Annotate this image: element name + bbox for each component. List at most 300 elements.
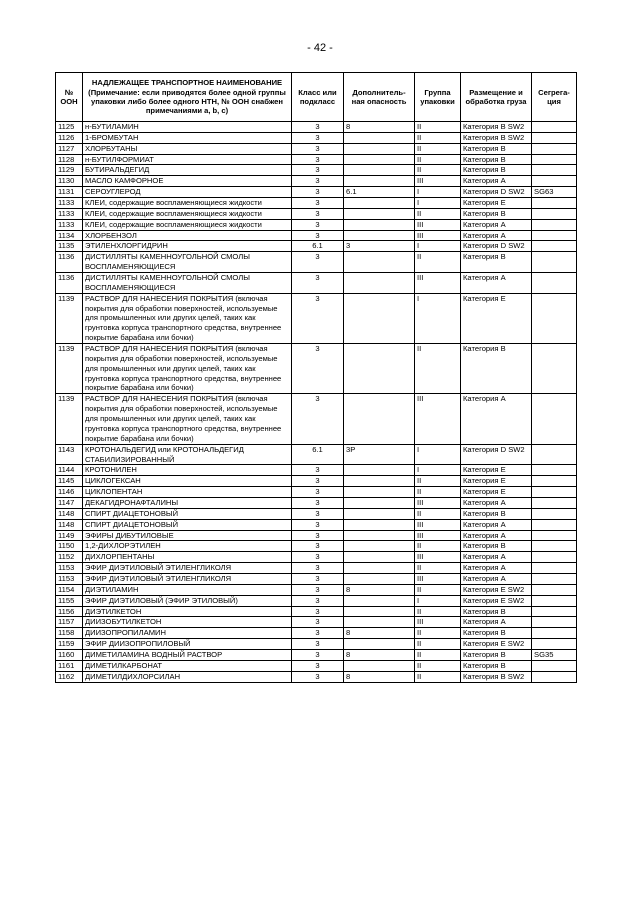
cell-stowage: Категория В bbox=[461, 344, 532, 394]
cell-subsidiary-risk bbox=[344, 293, 415, 343]
cell-subsidiary-risk bbox=[344, 198, 415, 209]
cell-segregation bbox=[532, 219, 577, 230]
cell-segregation bbox=[532, 241, 577, 252]
cell-segregation bbox=[532, 660, 577, 671]
cell-un-no: 1153 bbox=[56, 563, 83, 574]
cell-shipping-name: ХЛОРБЕНЗОЛ bbox=[83, 230, 292, 241]
cell-un-no: 1161 bbox=[56, 660, 83, 671]
cell-class: 3 bbox=[292, 671, 344, 682]
cell-segregation bbox=[532, 208, 577, 219]
table-row bbox=[56, 628, 577, 639]
cell-stowage: Категория А bbox=[461, 273, 532, 294]
cell-segregation bbox=[532, 639, 577, 650]
cell-shipping-name: 1-БРОМБУТАН bbox=[83, 132, 292, 143]
cell-stowage: Категория В SW2 bbox=[461, 122, 532, 133]
cell-segregation bbox=[532, 154, 577, 165]
cell-segregation bbox=[532, 394, 577, 444]
cell-class: 3 bbox=[292, 487, 344, 498]
cell-subsidiary-risk bbox=[344, 476, 415, 487]
cell-subsidiary-risk bbox=[344, 639, 415, 650]
cell-subsidiary-risk bbox=[344, 252, 415, 273]
cell-stowage: Категория В bbox=[461, 508, 532, 519]
cell-shipping-name: ЭФИР ДИИЗОПРОПИЛОВЫЙ bbox=[83, 639, 292, 650]
header-class: Класс или подкласс bbox=[292, 73, 344, 122]
cell-subsidiary-risk bbox=[344, 552, 415, 563]
cell-packing-group: II bbox=[415, 344, 461, 394]
cell-shipping-name: БУТИРАЛЬДЕГИД bbox=[83, 165, 292, 176]
cell-un-no: 1139 bbox=[56, 394, 83, 444]
cell-class: 3 bbox=[292, 143, 344, 154]
cell-un-no: 1160 bbox=[56, 649, 83, 660]
cell-class: 3 bbox=[292, 476, 344, 487]
cell-un-no: 1159 bbox=[56, 639, 83, 650]
cell-packing-group: II bbox=[415, 649, 461, 660]
cell-segregation bbox=[532, 584, 577, 595]
cell-stowage: Категория В bbox=[461, 165, 532, 176]
table-row bbox=[56, 187, 577, 198]
cell-shipping-name: СПИРТ ДИАЦЕТОНОВЫЙ bbox=[83, 519, 292, 530]
table-row bbox=[56, 444, 577, 465]
table-row bbox=[56, 394, 577, 444]
cell-un-no: 1153 bbox=[56, 573, 83, 584]
cell-subsidiary-risk bbox=[344, 273, 415, 294]
cell-stowage: Категория А bbox=[461, 563, 532, 574]
cell-packing-group: III bbox=[415, 552, 461, 563]
header-subsidiary-risk: Дополнитель-ная опасность bbox=[344, 73, 415, 122]
cell-un-no: 1158 bbox=[56, 628, 83, 639]
header-segregation: Сегрега-ция bbox=[532, 73, 577, 122]
cell-un-no: 1134 bbox=[56, 230, 83, 241]
cell-packing-group: I bbox=[415, 444, 461, 465]
cell-subsidiary-risk: 3P bbox=[344, 444, 415, 465]
table-row bbox=[56, 508, 577, 519]
header-stowage: Размещение и обработка груза bbox=[461, 73, 532, 122]
cell-segregation bbox=[532, 122, 577, 133]
cell-segregation bbox=[532, 671, 577, 682]
cell-class: 3 bbox=[292, 563, 344, 574]
cell-stowage: Категория А bbox=[461, 230, 532, 241]
cell-stowage: Категория А bbox=[461, 219, 532, 230]
cell-class: 3 bbox=[292, 293, 344, 343]
cell-shipping-name: РАСТВОР ДЛЯ НАНЕСЕНИЯ ПОКРЫТИЯ (включая покрытия для обработки поверхностей, используемые для промышленных или других целей, таких как грунтовка корпуса транспортного средства, внутреннее покрытие барабана или бочки) bbox=[83, 394, 292, 444]
cell-un-no: 1136 bbox=[56, 252, 83, 273]
cell-packing-group: II bbox=[415, 476, 461, 487]
cell-packing-group: II bbox=[415, 143, 461, 154]
cell-packing-group: III bbox=[415, 394, 461, 444]
cell-un-no: 1133 bbox=[56, 219, 83, 230]
cell-un-no: 1154 bbox=[56, 584, 83, 595]
cell-subsidiary-risk bbox=[344, 176, 415, 187]
cell-class: 3 bbox=[292, 541, 344, 552]
cell-class: 3 bbox=[292, 497, 344, 508]
cell-segregation bbox=[532, 165, 577, 176]
cell-segregation bbox=[532, 230, 577, 241]
cell-segregation bbox=[532, 132, 577, 143]
cell-segregation bbox=[532, 573, 577, 584]
cell-packing-group: II bbox=[415, 122, 461, 133]
cell-class: 3 bbox=[292, 132, 344, 143]
cell-shipping-name: РАСТВОР ДЛЯ НАНЕСЕНИЯ ПОКРЫТИЯ (включая покрытия для обработки поверхностей, используемые для промышленных или других целей, таких как грунтовка корпуса транспортного средства, внутреннее покрытие барабана или бочки) bbox=[83, 293, 292, 343]
cell-shipping-name: РАСТВОР ДЛЯ НАНЕСЕНИЯ ПОКРЫТИЯ (включая покрытия для обработки поверхностей, используемые для промышленных или других целей, таких как грунтовка корпуса транспортного средства, внутреннее покрытие барабана или бочки) bbox=[83, 344, 292, 394]
cell-un-no: 1150 bbox=[56, 541, 83, 552]
cell-segregation bbox=[532, 628, 577, 639]
cell-class: 3 bbox=[292, 165, 344, 176]
cell-un-no: 1139 bbox=[56, 344, 83, 394]
cell-subsidiary-risk bbox=[344, 219, 415, 230]
cell-packing-group: II bbox=[415, 132, 461, 143]
cell-segregation bbox=[532, 465, 577, 476]
cell-subsidiary-risk bbox=[344, 143, 415, 154]
cell-packing-group: III bbox=[415, 176, 461, 187]
cell-segregation bbox=[532, 176, 577, 187]
cell-stowage: Категория D SW2 bbox=[461, 187, 532, 198]
cell-un-no: 1156 bbox=[56, 606, 83, 617]
cell-stowage: Категория В bbox=[461, 143, 532, 154]
cell-packing-group: II bbox=[415, 628, 461, 639]
cell-shipping-name: н-БУТИЛФОРМИАТ bbox=[83, 154, 292, 165]
dangerous-goods-table bbox=[55, 72, 577, 683]
cell-packing-group: III bbox=[415, 230, 461, 241]
cell-subsidiary-risk bbox=[344, 132, 415, 143]
table-row bbox=[56, 584, 577, 595]
cell-shipping-name: ДИМЕТИЛАМИНА ВОДНЫЙ РАСТВОР bbox=[83, 649, 292, 660]
cell-class: 3 bbox=[292, 198, 344, 209]
cell-un-no: 1155 bbox=[56, 595, 83, 606]
table-row bbox=[56, 573, 577, 584]
cell-subsidiary-risk: 8 bbox=[344, 649, 415, 660]
cell-subsidiary-risk bbox=[344, 465, 415, 476]
cell-class: 3 bbox=[292, 154, 344, 165]
cell-class: 3 bbox=[292, 552, 344, 563]
cell-class: 3 bbox=[292, 344, 344, 394]
table-row bbox=[56, 208, 577, 219]
table-row bbox=[56, 132, 577, 143]
cell-stowage: Категория Е bbox=[461, 465, 532, 476]
cell-shipping-name: КЛЕИ, содержащие воспламеняющиеся жидкости bbox=[83, 198, 292, 209]
cell-shipping-name: ДИСТИЛЛЯТЫ КАМЕННОУГОЛЬНОЙ СМОЛЫ ВОСПЛАМЕНЯЮЩИЕСЯ bbox=[83, 252, 292, 273]
cell-packing-group: III bbox=[415, 219, 461, 230]
cell-un-no: 1126 bbox=[56, 132, 83, 143]
cell-packing-group: II bbox=[415, 563, 461, 574]
cell-shipping-name: н-БУТИЛАМИН bbox=[83, 122, 292, 133]
cell-shipping-name: ДИХЛОРПЕНТАНЫ bbox=[83, 552, 292, 563]
table-row bbox=[56, 465, 577, 476]
table-row bbox=[56, 639, 577, 650]
cell-subsidiary-risk bbox=[344, 563, 415, 574]
cell-subsidiary-risk: 8 bbox=[344, 122, 415, 133]
cell-subsidiary-risk bbox=[344, 617, 415, 628]
cell-packing-group: I bbox=[415, 187, 461, 198]
cell-un-no: 1129 bbox=[56, 165, 83, 176]
cell-stowage: Категория В bbox=[461, 660, 532, 671]
cell-subsidiary-risk bbox=[344, 595, 415, 606]
cell-shipping-name: КЛЕИ, содержащие воспламеняющиеся жидкости bbox=[83, 208, 292, 219]
table-row bbox=[56, 122, 577, 133]
cell-stowage: Категория Е bbox=[461, 198, 532, 209]
cell-packing-group: II bbox=[415, 639, 461, 650]
cell-stowage: Категория А bbox=[461, 617, 532, 628]
cell-class: 3 bbox=[292, 273, 344, 294]
cell-segregation bbox=[532, 530, 577, 541]
cell-un-no: 1157 bbox=[56, 617, 83, 628]
cell-segregation bbox=[532, 293, 577, 343]
cell-un-no: 1145 bbox=[56, 476, 83, 487]
cell-packing-group: III bbox=[415, 497, 461, 508]
cell-segregation bbox=[532, 487, 577, 498]
cell-packing-group: III bbox=[415, 617, 461, 628]
cell-packing-group: I bbox=[415, 595, 461, 606]
cell-packing-group: I bbox=[415, 198, 461, 209]
cell-stowage: Категория В bbox=[461, 628, 532, 639]
cell-shipping-name: 1,2-ДИХЛОРЭТИЛЕН bbox=[83, 541, 292, 552]
cell-class: 3 bbox=[292, 595, 344, 606]
cell-packing-group: III bbox=[415, 530, 461, 541]
table-row bbox=[56, 563, 577, 574]
cell-un-no: 1149 bbox=[56, 530, 83, 541]
cell-subsidiary-risk bbox=[344, 487, 415, 498]
cell-shipping-name: ЦИКЛОПЕНТАН bbox=[83, 487, 292, 498]
header-un-no: № ООН bbox=[56, 73, 83, 122]
cell-stowage: Категория Е bbox=[461, 487, 532, 498]
cell-segregation bbox=[532, 541, 577, 552]
table-row bbox=[56, 497, 577, 508]
cell-subsidiary-risk bbox=[344, 530, 415, 541]
cell-shipping-name: КЛЕИ, содержащие воспламеняющиеся жидкости bbox=[83, 219, 292, 230]
cell-shipping-name: ЦИКЛОГЕКСАН bbox=[83, 476, 292, 487]
cell-subsidiary-risk bbox=[344, 165, 415, 176]
cell-shipping-name: ДИМЕТИЛДИХЛОРСИЛАН bbox=[83, 671, 292, 682]
cell-shipping-name: ДИМЕТИЛКАРБОНАТ bbox=[83, 660, 292, 671]
cell-shipping-name: ДИСТИЛЛЯТЫ КАМЕННОУГОЛЬНОЙ СМОЛЫ ВОСПЛАМЕНЯЮЩИЕСЯ bbox=[83, 273, 292, 294]
cell-un-no: 1148 bbox=[56, 508, 83, 519]
table-row bbox=[56, 541, 577, 552]
cell-packing-group: II bbox=[415, 165, 461, 176]
cell-subsidiary-risk bbox=[344, 344, 415, 394]
cell-packing-group: I bbox=[415, 465, 461, 476]
cell-un-no: 1144 bbox=[56, 465, 83, 476]
table-row bbox=[56, 344, 577, 394]
cell-class: 3 bbox=[292, 508, 344, 519]
cell-stowage: Категория В bbox=[461, 208, 532, 219]
cell-subsidiary-risk bbox=[344, 606, 415, 617]
table-row bbox=[56, 476, 577, 487]
cell-class: 3 bbox=[292, 176, 344, 187]
cell-shipping-name: ЭФИР ДИЭТИЛОВЫЙ (ЭФИР ЭТИЛОВЫЙ) bbox=[83, 595, 292, 606]
table-row bbox=[56, 176, 577, 187]
cell-packing-group: I bbox=[415, 241, 461, 252]
cell-un-no: 1147 bbox=[56, 497, 83, 508]
table-row bbox=[56, 198, 577, 209]
table-row bbox=[56, 219, 577, 230]
table-row bbox=[56, 165, 577, 176]
cell-subsidiary-risk bbox=[344, 394, 415, 444]
cell-shipping-name: ДИЭТИЛАМИН bbox=[83, 584, 292, 595]
cell-shipping-name: ЭФИР ДИЭТИЛОВЫЙ ЭТИЛЕНГЛИКОЛЯ bbox=[83, 573, 292, 584]
cell-un-no: 1135 bbox=[56, 241, 83, 252]
cell-shipping-name: ДЕКАГИДРОНАФТАЛИНЫ bbox=[83, 497, 292, 508]
cell-stowage: Категория D SW2 bbox=[461, 241, 532, 252]
cell-shipping-name: КРОТОНАЛЬДЕГИД или КРОТОНАЛЬДЕГИД СТАБИЛИЗИРОВАННЫЙ bbox=[83, 444, 292, 465]
cell-class: 3 bbox=[292, 628, 344, 639]
cell-stowage: Категория А bbox=[461, 394, 532, 444]
cell-stowage: Категория А bbox=[461, 573, 532, 584]
cell-subsidiary-risk bbox=[344, 660, 415, 671]
cell-stowage: Категория А bbox=[461, 530, 532, 541]
cell-segregation bbox=[532, 252, 577, 273]
cell-un-no: 1152 bbox=[56, 552, 83, 563]
table-row bbox=[56, 230, 577, 241]
cell-un-no: 1139 bbox=[56, 293, 83, 343]
cell-shipping-name: ЭТИЛЕНХЛОРГИДРИН bbox=[83, 241, 292, 252]
cell-class: 3 bbox=[292, 573, 344, 584]
cell-segregation bbox=[532, 344, 577, 394]
table-row bbox=[56, 487, 577, 498]
cell-stowage: Категория А bbox=[461, 519, 532, 530]
cell-shipping-name: МАСЛО КАМФОРНОЕ bbox=[83, 176, 292, 187]
table-body bbox=[56, 122, 577, 683]
cell-un-no: 1127 bbox=[56, 143, 83, 154]
cell-shipping-name: ДИЭТИЛКЕТОН bbox=[83, 606, 292, 617]
cell-class: 3 bbox=[292, 187, 344, 198]
cell-packing-group: II bbox=[415, 208, 461, 219]
cell-class: 3 bbox=[292, 230, 344, 241]
cell-shipping-name: СПИРТ ДИАЦЕТОНОВЫЙ bbox=[83, 508, 292, 519]
cell-packing-group: II bbox=[415, 541, 461, 552]
cell-subsidiary-risk bbox=[344, 208, 415, 219]
cell-un-no: 1162 bbox=[56, 671, 83, 682]
table-row bbox=[56, 241, 577, 252]
cell-class: 3 bbox=[292, 617, 344, 628]
cell-packing-group: III bbox=[415, 573, 461, 584]
cell-packing-group: II bbox=[415, 252, 461, 273]
table-row bbox=[56, 552, 577, 563]
cell-segregation bbox=[532, 606, 577, 617]
table-row bbox=[56, 617, 577, 628]
cell-stowage: Категория В bbox=[461, 154, 532, 165]
cell-packing-group: II bbox=[415, 671, 461, 682]
cell-stowage: Категория Е SW2 bbox=[461, 584, 532, 595]
cell-stowage: Категория В bbox=[461, 252, 532, 273]
table-row bbox=[56, 595, 577, 606]
table-row bbox=[56, 293, 577, 343]
cell-shipping-name: ЭФИР ДИЭТИЛОВЫЙ ЭТИЛЕНГЛИКОЛЯ bbox=[83, 563, 292, 574]
cell-class: 3 bbox=[292, 219, 344, 230]
cell-un-no: 1136 bbox=[56, 273, 83, 294]
cell-segregation bbox=[532, 552, 577, 563]
cell-stowage: Категория В bbox=[461, 649, 532, 660]
cell-stowage: Категория Е SW2 bbox=[461, 639, 532, 650]
cell-stowage: Категория В bbox=[461, 541, 532, 552]
cell-shipping-name: ЭФИРЫ ДИБУТИЛОВЫЕ bbox=[83, 530, 292, 541]
cell-segregation: SG35 bbox=[532, 649, 577, 660]
cell-packing-group: I bbox=[415, 293, 461, 343]
table-row bbox=[56, 530, 577, 541]
cell-packing-group: II bbox=[415, 487, 461, 498]
cell-segregation bbox=[532, 617, 577, 628]
cell-segregation bbox=[532, 198, 577, 209]
cell-class: 6.1 bbox=[292, 444, 344, 465]
cell-un-no: 1148 bbox=[56, 519, 83, 530]
cell-class: 6.1 bbox=[292, 241, 344, 252]
cell-subsidiary-risk bbox=[344, 519, 415, 530]
table-row bbox=[56, 143, 577, 154]
cell-subsidiary-risk: 8 bbox=[344, 671, 415, 682]
cell-subsidiary-risk bbox=[344, 154, 415, 165]
cell-packing-group: II bbox=[415, 660, 461, 671]
cell-shipping-name: ДИИЗОПРОПИЛАМИН bbox=[83, 628, 292, 639]
table-row bbox=[56, 273, 577, 294]
cell-packing-group: II bbox=[415, 154, 461, 165]
cell-un-no: 1133 bbox=[56, 198, 83, 209]
cell-packing-group: III bbox=[415, 519, 461, 530]
cell-subsidiary-risk bbox=[344, 541, 415, 552]
cell-stowage: Категория А bbox=[461, 497, 532, 508]
cell-stowage: Категория Е bbox=[461, 476, 532, 487]
cell-un-no: 1146 bbox=[56, 487, 83, 498]
cell-shipping-name: ХЛОРБУТАНЫ bbox=[83, 143, 292, 154]
cell-segregation: SG63 bbox=[532, 187, 577, 198]
header-packing-group: Группа упаковки bbox=[415, 73, 461, 122]
cell-packing-group: II bbox=[415, 508, 461, 519]
cell-class: 3 bbox=[292, 660, 344, 671]
cell-shipping-name: ДИИЗОБУТИЛКЕТОН bbox=[83, 617, 292, 628]
header-name-title: НАДЛЕЖАЩЕЕ ТРАНСПОРТНОЕ НАИМЕНОВАНИЕ bbox=[91, 78, 283, 88]
cell-segregation bbox=[532, 273, 577, 294]
cell-packing-group: III bbox=[415, 273, 461, 294]
header-shipping-name bbox=[83, 73, 292, 122]
table-row bbox=[56, 154, 577, 165]
cell-class: 3 bbox=[292, 465, 344, 476]
cell-segregation bbox=[532, 476, 577, 487]
cell-stowage: Категория В SW2 bbox=[461, 132, 532, 143]
cell-class: 3 bbox=[292, 394, 344, 444]
cell-class: 3 bbox=[292, 252, 344, 273]
cell-stowage: Категория Е SW2 bbox=[461, 595, 532, 606]
cell-un-no: 1143 bbox=[56, 444, 83, 465]
cell-un-no: 1131 bbox=[56, 187, 83, 198]
cell-segregation bbox=[532, 563, 577, 574]
cell-un-no: 1133 bbox=[56, 208, 83, 219]
header-name-note: (Примечание: если приводятся более одной группы упаковки либо более одного НТН, № ООН снабжен примечаниями a, b, c) bbox=[88, 87, 286, 116]
cell-stowage: Категория А bbox=[461, 176, 532, 187]
cell-packing-group: II bbox=[415, 606, 461, 617]
cell-shipping-name: КРОТОНИЛЕН bbox=[83, 465, 292, 476]
cell-class: 3 bbox=[292, 530, 344, 541]
cell-packing-group: II bbox=[415, 584, 461, 595]
cell-subsidiary-risk: 8 bbox=[344, 584, 415, 595]
cell-un-no: 1128 bbox=[56, 154, 83, 165]
table-row bbox=[56, 671, 577, 682]
cell-subsidiary-risk bbox=[344, 497, 415, 508]
cell-class: 3 bbox=[292, 584, 344, 595]
cell-segregation bbox=[532, 444, 577, 465]
cell-segregation bbox=[532, 143, 577, 154]
cell-stowage: Категория Е bbox=[461, 293, 532, 343]
cell-shipping-name: СЕРОУГЛЕРОД bbox=[83, 187, 292, 198]
table-row bbox=[56, 660, 577, 671]
page-number: - 42 - bbox=[307, 42, 333, 54]
cell-un-no: 1130 bbox=[56, 176, 83, 187]
cell-stowage: Категория А bbox=[461, 552, 532, 563]
cell-class: 3 bbox=[292, 208, 344, 219]
cell-subsidiary-risk: 8 bbox=[344, 628, 415, 639]
table-row bbox=[56, 649, 577, 660]
table-row bbox=[56, 252, 577, 273]
cell-subsidiary-risk: 3 bbox=[344, 241, 415, 252]
cell-stowage: Категория D SW2 bbox=[461, 444, 532, 465]
cell-class: 3 bbox=[292, 649, 344, 660]
cell-subsidiary-risk bbox=[344, 230, 415, 241]
